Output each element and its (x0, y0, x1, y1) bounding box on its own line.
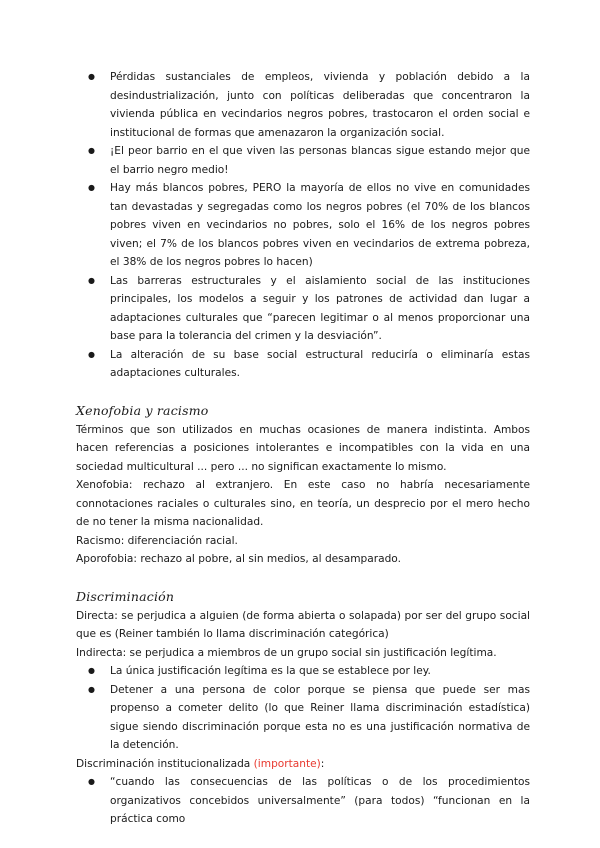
list-item: ● La alteración de su base social estructural reduciría o eliminaría estas adaptaciones culturales. (76, 346, 530, 383)
xenofobia-intro: Términos que son utilizados en muchas ocasiones de manera indistinta. Ambos hacen referencias a posiciones intolerantes e incompatibles con la vida en una sociedad multicultural ... pero ... no significan exactamente lo mismo. (76, 423, 530, 473)
list-item: ● Detener a una persona de color porque se piensa que puede ser mas propenso a cometer delito (lo que Reiner llama discriminación estadística) sigue siendo discriminación porque esta no es una justificación normativa de la detención. (76, 681, 530, 755)
list-item: ● Hay más blancos pobres, PERO la mayoría de ellos no vive en comunidades tan devastadas y segregadas como los negros pobres (el 70% de los blancos pobres viven en vecindarios no pobres, solo el 16% de los negros pobres viven; el 7% de los blancos pobres viven en vecindarios de extrema pobreza, el 38% de los negros pobres lo hacen) (76, 179, 530, 272)
indirecta-definition: Indirecta: se perjudica a miembros de un grupo social sin justificación legítima. (76, 646, 497, 659)
list-item: ● ¡El peor barrio en el que viven las personas blancas sigue estando mejor que el barrio negro medio! (76, 142, 530, 179)
discriminacion-bullet-list (76, 662, 530, 755)
racismo-definition: Racismo: diferenciación racial. (76, 534, 238, 547)
important-note: (importante) (253, 757, 321, 770)
discriminacion-section (76, 587, 530, 829)
institucional-colon: : (320, 757, 325, 770)
list-item: ● “cuando las consecuencias de las políticas o de los procedimientos organizativos concebidos universalmente” (para todos) “funcionan en la práctica como (76, 773, 530, 829)
xenofobia-definition: Xenofobia: rechazo al extranjero. En este caso no habría necesariamente connotaciones raciales o culturales sino, en teoría, un desprecio por el mero hecho de no tener la misma nacionalidad. (76, 479, 530, 528)
institucional-heading (76, 755, 530, 774)
list-item: ● Las barreras estructurales y el aislamiento social de las instituciones principales, los modelos a seguir y los patrones de actividad dan lugar a adaptaciones culturales que “parecen legitimar o al menos proporcionar una base para la tolerancia del crimen y la desviación”. (76, 272, 530, 346)
list-item: ● Pérdidas sustanciales de empleos, vivienda y población debido a la desindustrialización, junto con políticas deliberadas que concentraron la vivienda pública en vecindarios negros pobres, trastocaron el orden social e institucional de formas que amenazaron la organización social. (76, 68, 530, 142)
institucional-bullet-list (76, 773, 530, 829)
section-heading-discriminacion: Discriminación (76, 588, 175, 604)
aporofobia-definition: Aporofobia: rechazo al pobre, al sin medios, al desamparado. (76, 553, 401, 565)
directa-definition: Directa: se perjudica a alguien (de forma abierta o solapada) por ser del grupo social que es (Reiner también lo llama discriminación categórica) (76, 609, 530, 640)
list-item: ● La única justificación legítima es la que se establece por ley. (76, 662, 530, 681)
top-bullet-list (76, 68, 530, 383)
section-heading-xenofobia: Xenofobia y racismo (76, 402, 209, 418)
institucional-label: Discriminación institucionalizada (76, 757, 254, 770)
xenofobia-section (76, 401, 530, 569)
